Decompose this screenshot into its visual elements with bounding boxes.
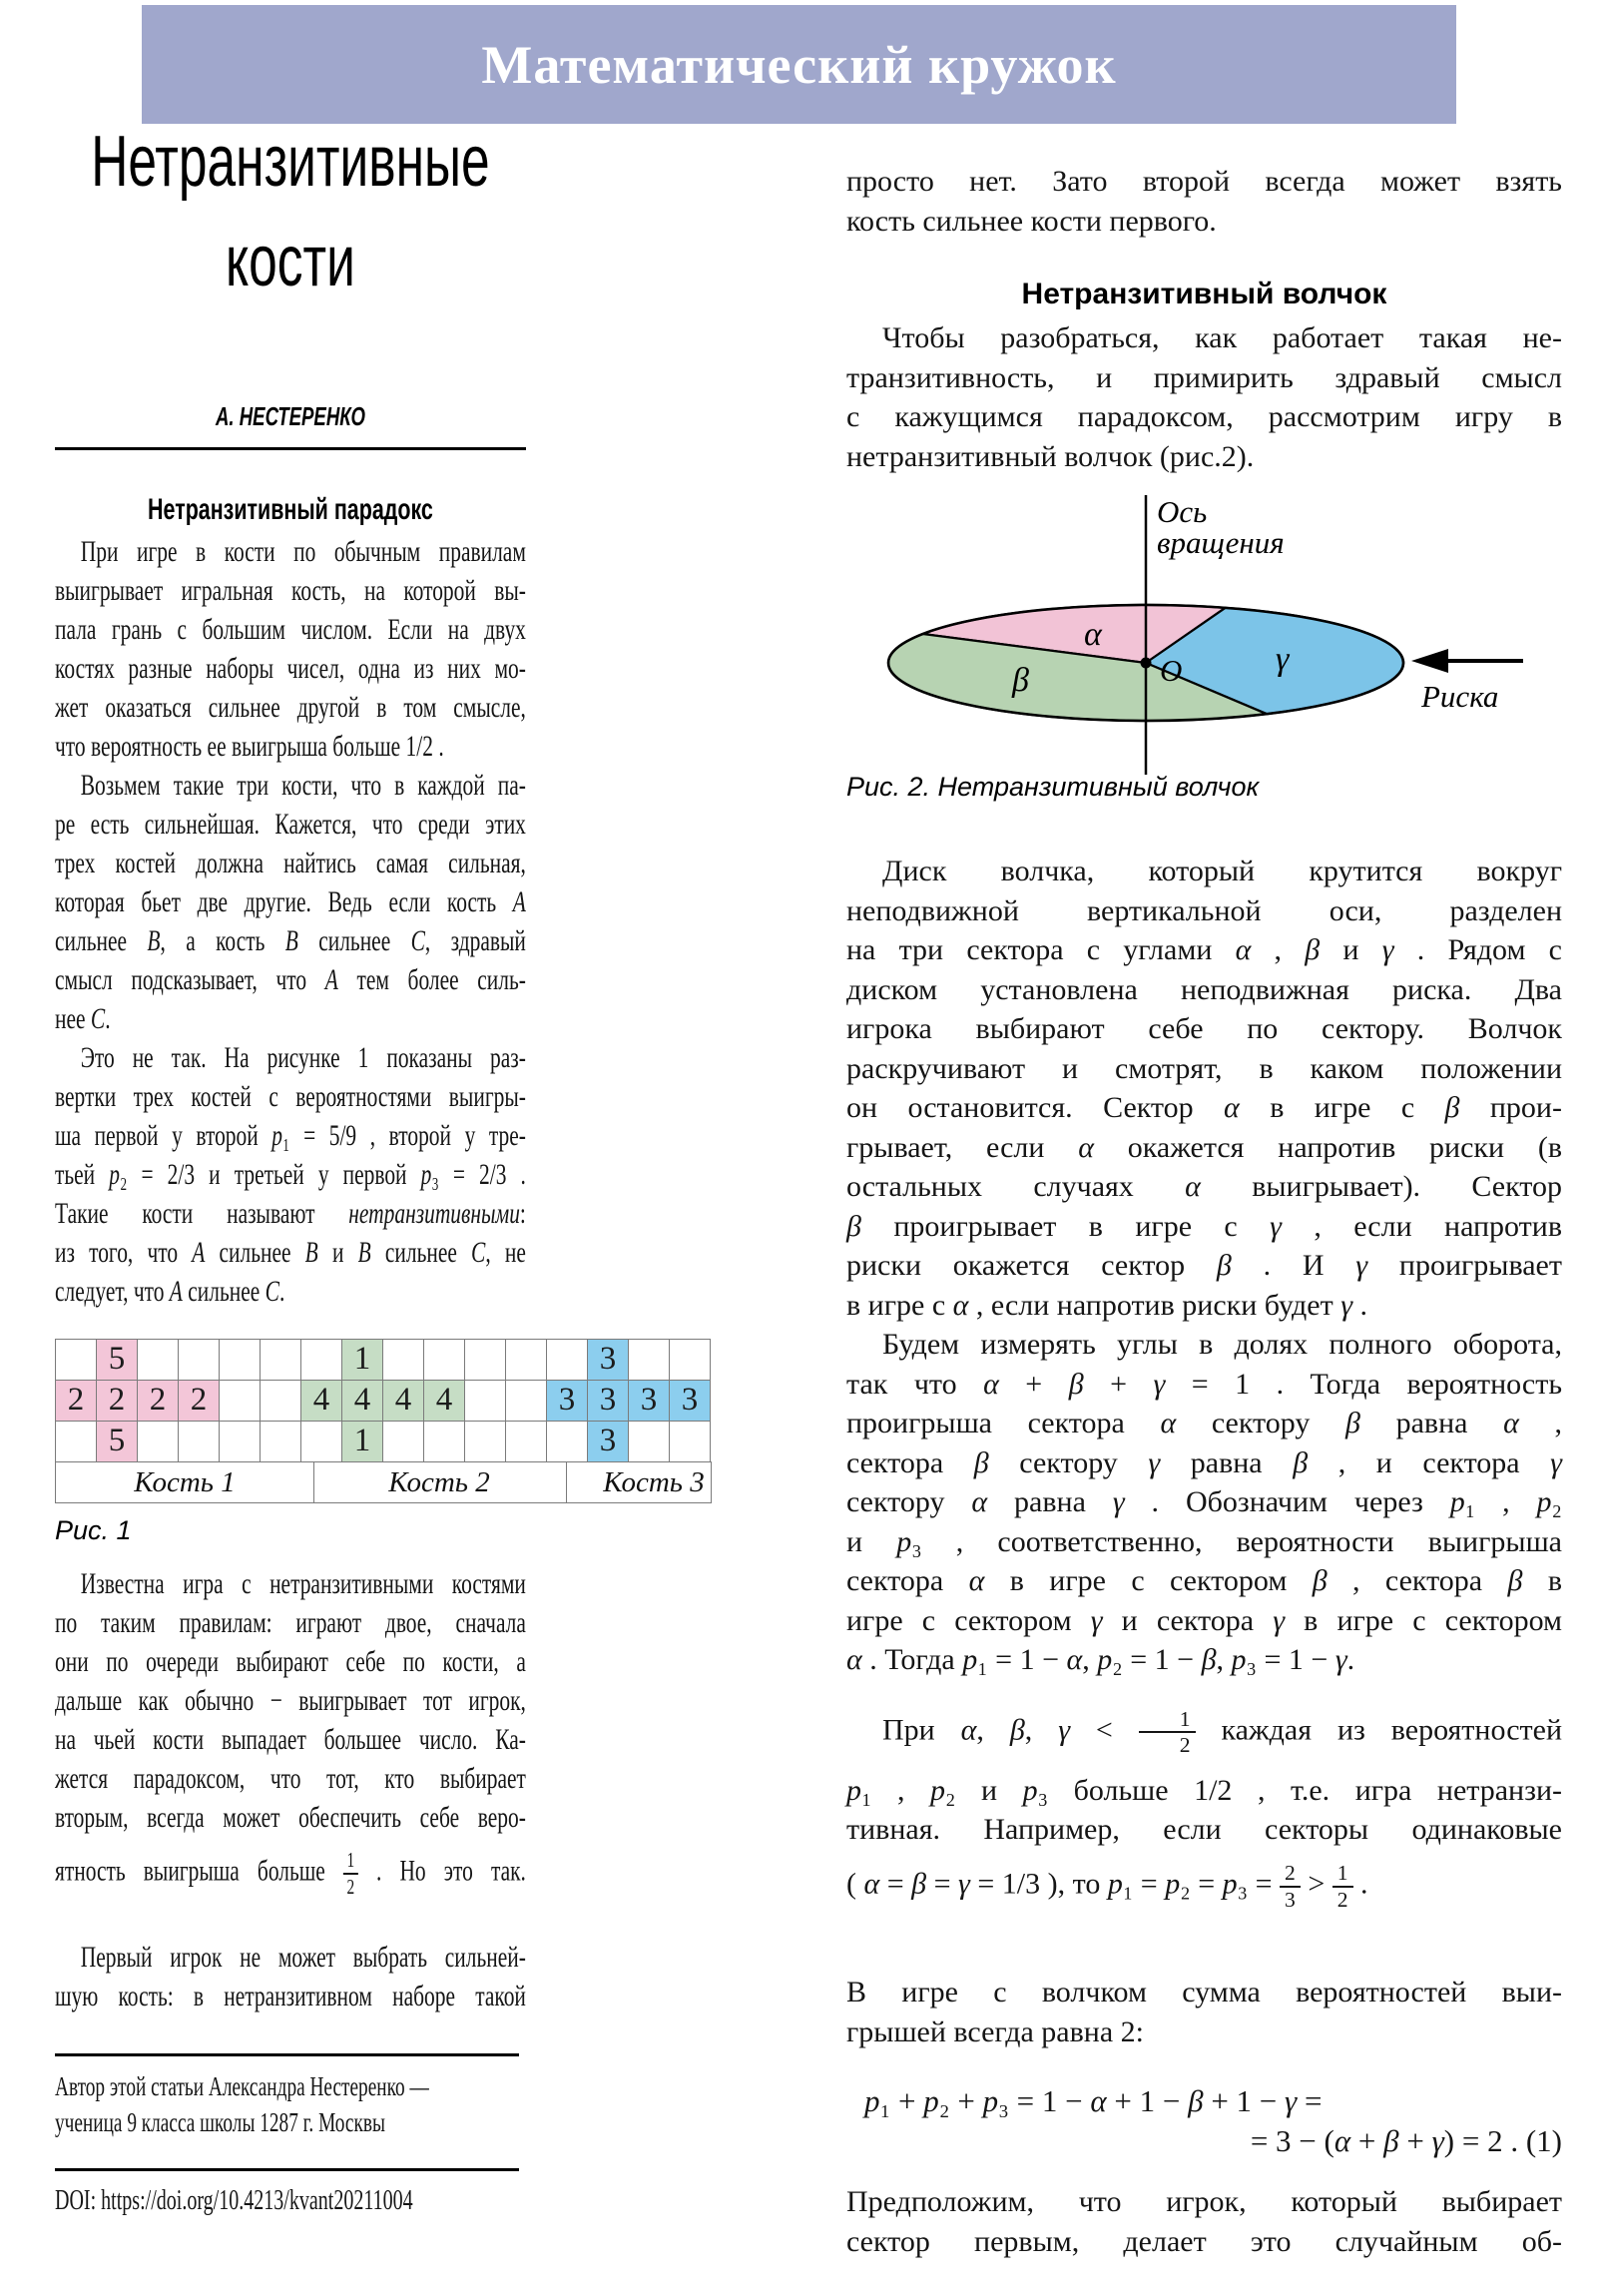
stacked-fraction: $\frac{2}{3}$ bbox=[1280, 1862, 1301, 1911]
grid-cell bbox=[423, 1339, 465, 1381]
para-known-game bbox=[55, 1564, 526, 1837]
grid-cell bbox=[464, 1380, 506, 1422]
text-line: смысл подсказывает, что A тем более силь- bbox=[55, 963, 526, 996]
die-face-value: 4 bbox=[312, 1382, 330, 1418]
grid-cell bbox=[219, 1380, 261, 1422]
text-line: сектору α равна γ . Обозначим через p₁ , p₂ bbox=[846, 1485, 1562, 1518]
text-line: нее C. bbox=[55, 1002, 111, 1035]
die-face-cell bbox=[341, 1380, 383, 1422]
article-title-line1: Нетранзитивные bbox=[91, 122, 490, 202]
left-section-heading: Нетранзитивный парадокс bbox=[148, 493, 433, 526]
gamma-sector-label: γ bbox=[1276, 641, 1290, 678]
text-line: ( α = β = γ = 1/3 ), то p₁ = p₂ = p₃ = $\frac{2}{3}$ > $\frac{1}{2}$ . bbox=[846, 1860, 1368, 1912]
para-nontransitive-condition bbox=[846, 1696, 1562, 1926]
text-line: Диск волчка, который крутится вокруг bbox=[882, 855, 1562, 887]
footnote-line2: ученица 9 класса школы 1287 г. Москвы bbox=[55, 2107, 385, 2138]
text-line: Возьмем такие три кости, что в каждой па- bbox=[80, 769, 526, 802]
die-face-cell bbox=[628, 1380, 670, 1422]
left-text-above-figure1 bbox=[55, 532, 526, 1311]
text-line: жется парадоксом, что тот, кто выбирает bbox=[55, 1762, 526, 1795]
die-label: Кость 2 bbox=[388, 1466, 490, 1498]
text-line: раскручивают и смотрят, в каком положении bbox=[846, 1051, 1562, 1085]
text-line: дальше как обычно − выигрывает тот игрок, bbox=[55, 1684, 526, 1717]
die-face-cell bbox=[382, 1380, 424, 1422]
text-line: так что α + β + γ = 1 . Тогда вероятность bbox=[846, 1367, 1563, 1401]
grid-cell bbox=[382, 1339, 424, 1381]
text-line: При игре в кости по обычным правилам bbox=[80, 535, 526, 568]
mark-label: Риска bbox=[1421, 679, 1499, 714]
text-line: При α, β, γ < $\frac{1}{2}$ каждая из вероятностей bbox=[882, 1706, 1563, 1758]
left-text-below-figure1 bbox=[55, 1564, 526, 2015]
die-face-value: 2 bbox=[149, 1382, 167, 1418]
die-label: Кость 1 bbox=[134, 1466, 236, 1498]
center-dot bbox=[1141, 658, 1152, 669]
die-face-value: 1 bbox=[353, 1423, 371, 1458]
text-line: Первый игрок не может выбрать сильней- bbox=[80, 1941, 526, 1975]
section-banner bbox=[142, 5, 1456, 124]
text-line: пала грань с большим числом. Если на двух bbox=[55, 613, 526, 646]
text-line: риски окажется сектор β . И γ проигрывает bbox=[846, 1249, 1562, 1282]
text-line: грывает, если α окажется напротив риски (в bbox=[846, 1130, 1562, 1164]
para-first-player bbox=[55, 1938, 526, 2015]
grid-cell bbox=[300, 1339, 342, 1381]
mark-arrow-head bbox=[1411, 649, 1448, 673]
para-sum bbox=[846, 1973, 1562, 2051]
text-line: из того, что A сильнее B и B сильнее C, не bbox=[55, 1236, 526, 1269]
text-line: вторым, всегда может обеспечить себе веро- bbox=[55, 1801, 526, 1834]
text-line: проигрыша сектора α сектору β равна α , bbox=[846, 1407, 1562, 1439]
article-author: А. НЕСТЕРЕНКО bbox=[215, 401, 365, 431]
die-face-cell bbox=[55, 1380, 97, 1422]
text-line: = 3 − (α + β + γ) = 2 . (1) bbox=[1250, 2122, 1562, 2158]
die-face-value: 2 bbox=[108, 1382, 126, 1418]
text-line: кость сильнее кости первого. bbox=[846, 204, 1217, 238]
die-face-cell bbox=[423, 1380, 465, 1422]
grid-cell bbox=[382, 1421, 424, 1462]
para-carryover bbox=[846, 162, 1562, 241]
grid-cell bbox=[219, 1421, 261, 1462]
grid-cell bbox=[219, 1339, 261, 1381]
die-face-cell bbox=[587, 1380, 629, 1422]
article-title bbox=[55, 112, 526, 311]
text-line: остальных случаях α выигрывает). Сектор bbox=[846, 1170, 1562, 1203]
section-banner-label: Математический кружок bbox=[481, 34, 1117, 95]
right-text-carryover bbox=[846, 162, 1562, 241]
text-line: на чьей кости выпадает большее число. Ка- bbox=[55, 1723, 526, 1756]
text-line: p₁ , p₂ и p₃ больше 1/2 , т.е. игра нетранзи- bbox=[846, 1773, 1563, 1807]
grid-cell bbox=[55, 1421, 97, 1462]
para-three-dice bbox=[55, 766, 526, 1038]
text-line: ятность выигрыша больше $\frac{1}{2}$ . Но это так. bbox=[55, 1848, 526, 1899]
text-line: которая бьет две другие. Ведь если кость A bbox=[55, 885, 526, 918]
die-face-cell bbox=[137, 1380, 179, 1422]
grid-cell bbox=[178, 1339, 220, 1381]
die-face-cell bbox=[341, 1421, 383, 1462]
die-face-value: 2 bbox=[67, 1382, 85, 1418]
para-fraction-line bbox=[55, 1837, 526, 1912]
die-face-value: 3 bbox=[599, 1423, 617, 1458]
text-line: Чтобы разобраться, как работает такая не- bbox=[882, 321, 1562, 354]
right-column bbox=[846, 162, 1562, 2261]
text-line: Предположим, что игрок, который выбирает bbox=[846, 2185, 1562, 2219]
figure1-dice-nets bbox=[55, 1339, 712, 1504]
figure2-diagram bbox=[846, 478, 1562, 808]
die-face-value: 4 bbox=[435, 1382, 453, 1418]
text-line: Будем измерять углы в долях полного оборота, bbox=[882, 1328, 1562, 1361]
text-line: неподвижной вертикальной оси, разделен bbox=[846, 893, 1562, 927]
text-line: и p₃ , соответственно, вероятности выигрыша bbox=[846, 1524, 1562, 1558]
text-line: транзитивность, и примирить здравый смысл bbox=[846, 360, 1562, 394]
grid-cell bbox=[137, 1339, 179, 1381]
grid-cell bbox=[423, 1421, 465, 1462]
grid-cell bbox=[628, 1421, 670, 1462]
text-line: грышей всегда равна 2: bbox=[846, 2014, 1144, 2048]
grid-cell bbox=[260, 1339, 301, 1381]
die-face-value: 2 bbox=[190, 1382, 208, 1418]
text-line: с кажущимся парадоксом, рассмотрим игру в bbox=[846, 400, 1562, 433]
text-line: жет оказаться сильнее другой в том смысле, bbox=[55, 691, 526, 724]
die-label: Кость 3 bbox=[603, 1466, 705, 1498]
text-line: следует, что A сильнее C. bbox=[55, 1275, 285, 1308]
text-line: ре есть сильнейшая. Кажется, что среди этих bbox=[55, 808, 526, 841]
grid-cell bbox=[260, 1421, 301, 1462]
die-face-value: 3 bbox=[558, 1382, 576, 1418]
grid-cell bbox=[464, 1421, 506, 1462]
die-face-cell bbox=[96, 1421, 138, 1462]
left-column bbox=[55, 112, 705, 2217]
grid-cell bbox=[505, 1421, 547, 1462]
die-face-cell bbox=[96, 1339, 138, 1381]
para-angles bbox=[846, 1325, 1562, 1680]
die-face-value: 5 bbox=[108, 1423, 126, 1458]
grid-cell bbox=[505, 1339, 547, 1381]
die-face-cell bbox=[300, 1380, 342, 1422]
equation-1 bbox=[846, 2081, 1562, 2160]
right-text-below-figure2 bbox=[846, 852, 1562, 2261]
text-line: β проигрывает в игре с γ , если напротив bbox=[846, 1209, 1562, 1243]
stacked-fraction: $\frac{1}{2}$ bbox=[343, 1849, 358, 1898]
grid-cell bbox=[137, 1421, 179, 1462]
grid-cell bbox=[55, 1339, 97, 1381]
figure2-caption: Рис. 2. Нетранзитивный волчок bbox=[846, 772, 1260, 802]
article-title-line2: кости bbox=[226, 222, 355, 301]
text-line: игрока выбирают себе по сектору. Волчок bbox=[846, 1012, 1562, 1045]
text-line: В игре с волчком сумма вероятностей выи- bbox=[846, 1976, 1562, 2009]
figure2-spinning-top bbox=[846, 478, 1562, 808]
die-face-value: 5 bbox=[108, 1341, 126, 1377]
grid-cell bbox=[260, 1380, 301, 1422]
die-face-value: 4 bbox=[353, 1382, 371, 1418]
die-face-value: 1 bbox=[353, 1341, 371, 1377]
stacked-fraction: $\frac{1}{2}$ bbox=[1139, 1708, 1196, 1757]
para-top-intro bbox=[846, 318, 1562, 476]
text-line: шую кость: в нетранзитивном наборе такой bbox=[55, 1980, 526, 2013]
doi-rule bbox=[55, 2168, 519, 2171]
text-line: по таким правилам: играют двое, сначала bbox=[55, 1606, 526, 1639]
text-line: игре с сектором γ и сектора γ в игре с сектором bbox=[846, 1603, 1563, 1637]
text-line: диском установлена неподвижная риска. Два bbox=[846, 972, 1562, 1006]
text-line: Такие кости называют нетранзитивными: bbox=[55, 1197, 526, 1230]
axis-label-line2: вращения bbox=[1157, 525, 1285, 560]
alpha-sector-label: α bbox=[1084, 616, 1102, 653]
die-face-cell bbox=[669, 1380, 711, 1422]
footnote-line1: Автор этой статьи Александра Нестеренко — bbox=[55, 2071, 429, 2102]
text-line: сильнее B, а кость B сильнее C, здравый bbox=[55, 924, 526, 957]
grid-cell bbox=[464, 1339, 506, 1381]
grid-cell bbox=[546, 1339, 588, 1381]
footnote-rule-top bbox=[55, 2053, 519, 2056]
center-point-label: O bbox=[1160, 653, 1183, 688]
right-text-intro bbox=[846, 318, 1562, 476]
text-line: на три сектора с углами α , β и γ . Рядом с bbox=[846, 933, 1562, 966]
axis-label-line1: Ось bbox=[1157, 494, 1208, 529]
author-rule bbox=[55, 447, 526, 450]
stacked-fraction: $\frac{1}{2}$ bbox=[1332, 1862, 1353, 1911]
die-face-cell bbox=[178, 1380, 220, 1422]
die-face-cell bbox=[587, 1339, 629, 1381]
text-line: вертки трех костей с вероятностями выигры- bbox=[55, 1080, 526, 1113]
text-line: p₁ + p₂ + p₃ = 1 − α + 1 − β + 1 − γ = bbox=[864, 2083, 1323, 2119]
text-line: сектора β сектору γ равна β , и сектора γ bbox=[846, 1445, 1562, 1479]
grid-cell bbox=[546, 1421, 588, 1462]
grid-cell bbox=[669, 1421, 711, 1462]
text-line: в игре с α , если напротив риски будет γ . bbox=[846, 1288, 1368, 1322]
author-footnote bbox=[55, 2068, 526, 2140]
die-face-value: 3 bbox=[681, 1382, 699, 1418]
text-line: они по очереди выбирают себе по кости, а bbox=[55, 1645, 526, 1678]
text-line: ша первой у второй p₁ = 5/9 , второй у тре- bbox=[55, 1119, 526, 1152]
grid-cell bbox=[300, 1421, 342, 1462]
text-line: сектор первым, делает это случайным об- bbox=[846, 2224, 1562, 2258]
die-face-value: 4 bbox=[394, 1382, 412, 1418]
grid-cell bbox=[628, 1339, 670, 1381]
text-line: трех костей должна найтись самая сильная, bbox=[55, 847, 526, 879]
text-line: просто нет. Зато второй всегда может взять bbox=[846, 165, 1562, 198]
doi-line: DOI: https://doi.org/10.4213/kvant20211004 bbox=[55, 2185, 413, 2217]
text-line: Известна игра с нетранзитивными костями bbox=[80, 1567, 526, 1600]
para-suppose bbox=[846, 2182, 1562, 2261]
text-line: что вероятность ее выигрыша больше 1/2 . bbox=[55, 730, 444, 763]
die-face-value: 3 bbox=[640, 1382, 658, 1418]
para-disk-description bbox=[846, 852, 1562, 1325]
text-line: Это не так. На рисунке 1 показаны раз- bbox=[80, 1041, 526, 1074]
text-line: костях разные наборы чисел, одна из них мо- bbox=[55, 652, 526, 685]
text-line: сектора α в игре с сектором β , сектора β в bbox=[846, 1564, 1562, 1597]
text-line: тивная. Например, если секторы одинаковые bbox=[846, 1813, 1562, 1847]
grid-cell bbox=[178, 1421, 220, 1462]
para-dice-rules bbox=[55, 532, 526, 766]
text-line: выигрывает игральная кость, на которой вы- bbox=[55, 574, 526, 607]
right-section-heading: Нетранзитивный волчок bbox=[1021, 278, 1387, 310]
para-fig1-reference bbox=[55, 1038, 526, 1311]
text-line: α . Тогда p₁ = 1 − α, p₂ = 1 − β, p₃ = 1 − γ. bbox=[846, 1643, 1355, 1676]
die-face-value: 3 bbox=[599, 1382, 617, 1418]
die-face-cell bbox=[587, 1421, 629, 1462]
die-face-cell bbox=[546, 1380, 588, 1422]
grid-cell bbox=[505, 1380, 547, 1422]
text-line: нетранзитивный волчок (рис.2). bbox=[846, 439, 1255, 473]
figure1-caption: Рис. 1 bbox=[55, 1515, 132, 1545]
beta-sector-label: β bbox=[1012, 662, 1029, 699]
text-line: тьей p₂ = 2/3 и третьей у первой p₃ = 2/3 . bbox=[55, 1158, 526, 1191]
text-line: он остановится. Сектор α в игре с β прои- bbox=[846, 1091, 1562, 1124]
die-face-cell bbox=[341, 1339, 383, 1381]
grid-cell bbox=[669, 1339, 711, 1381]
die-face-cell bbox=[96, 1380, 138, 1422]
die-face-value: 3 bbox=[599, 1341, 617, 1377]
